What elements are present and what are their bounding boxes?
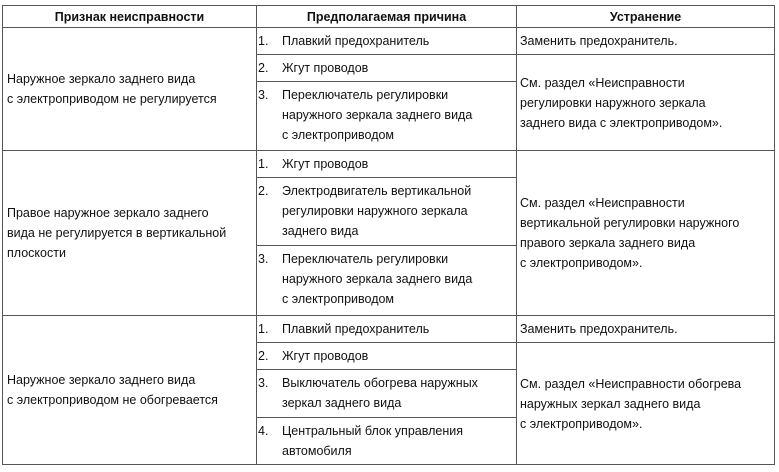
header-row: [3, 6, 775, 28]
remedy-cell: См. раздел «Неисправности обогрева наружных зеркал заднего вида с электроприводом».: [517, 343, 775, 465]
header-remedy: Устранение: [517, 6, 775, 28]
cause-text: Электродвигатель вертикальной регулировки наружного зеркала заднего вида: [282, 184, 472, 238]
symptom-cell: Наружное зеркало заднего вида с электроприводом не регулируется: [3, 28, 257, 151]
cause-number: 2.: [258, 61, 269, 75]
cause-number: 4.: [258, 424, 269, 438]
header-symptom: Признак неисправности: [3, 6, 257, 28]
symptom-cell: Правое наружное зеркало заднего вида не регулируется в вертикальной плоскости: [3, 151, 257, 316]
troubleshooting-table: [2, 5, 775, 465]
remedy-cell: См. раздел «Неисправности регулировки наружного зеркала заднего вида с электроприводом».: [517, 55, 775, 151]
cause-text: Плавкий предохранитель: [282, 34, 430, 48]
cause-text: Плавкий предохранитель: [282, 322, 430, 336]
table-row: [3, 316, 775, 343]
cause-number: 1.: [258, 157, 269, 171]
cause-cell: [257, 28, 517, 55]
cause-cell: [257, 246, 517, 316]
cause-cell: [257, 178, 517, 246]
cause-number: 2.: [258, 349, 269, 363]
cause-cell: [257, 82, 517, 151]
cause-text: Переключатель регулировки наружного зеркала заднего вида с электроприводом: [282, 252, 473, 306]
cause-text: Переключатель регулировки наружного зеркала заднего вида с электроприводом: [282, 88, 473, 142]
cause-cell: [257, 418, 517, 465]
cause-text: Жгут проводов: [282, 349, 369, 363]
remedy-cell: Заменить предохранитель.: [517, 316, 775, 343]
cause-cell: [257, 151, 517, 178]
cause-number: 3.: [258, 376, 269, 390]
cause-number: 3.: [258, 88, 269, 102]
cause-number: 3.: [258, 252, 269, 266]
cause-cell: [257, 55, 517, 82]
cause-cell: [257, 343, 517, 370]
table-row: [3, 28, 775, 55]
symptom-cell: Наружное зеркало заднего вида с электроприводом не обогревается: [3, 316, 257, 465]
cause-text: Выключатель обогрева наружных зеркал заднего вида: [282, 376, 478, 410]
cause-text: Жгут проводов: [282, 61, 369, 75]
header-cause: Предполагаемая причина: [257, 6, 517, 28]
cause-cell: [257, 316, 517, 343]
cause-text: Жгут проводов: [282, 157, 369, 171]
cause-cell: [257, 370, 517, 418]
remedy-cell: См. раздел «Неисправности вертикальной регулировки наружного правого зеркала заднего вида с электроприводом».: [517, 151, 775, 316]
cause-number: 1.: [258, 322, 269, 336]
remedy-cell: Заменить предохранитель.: [517, 28, 775, 55]
table-row: [3, 151, 775, 178]
cause-number: 1.: [258, 34, 269, 48]
cause-number: 2.: [258, 184, 269, 198]
cause-text: Центральный блок управления автомобиля: [282, 424, 463, 458]
